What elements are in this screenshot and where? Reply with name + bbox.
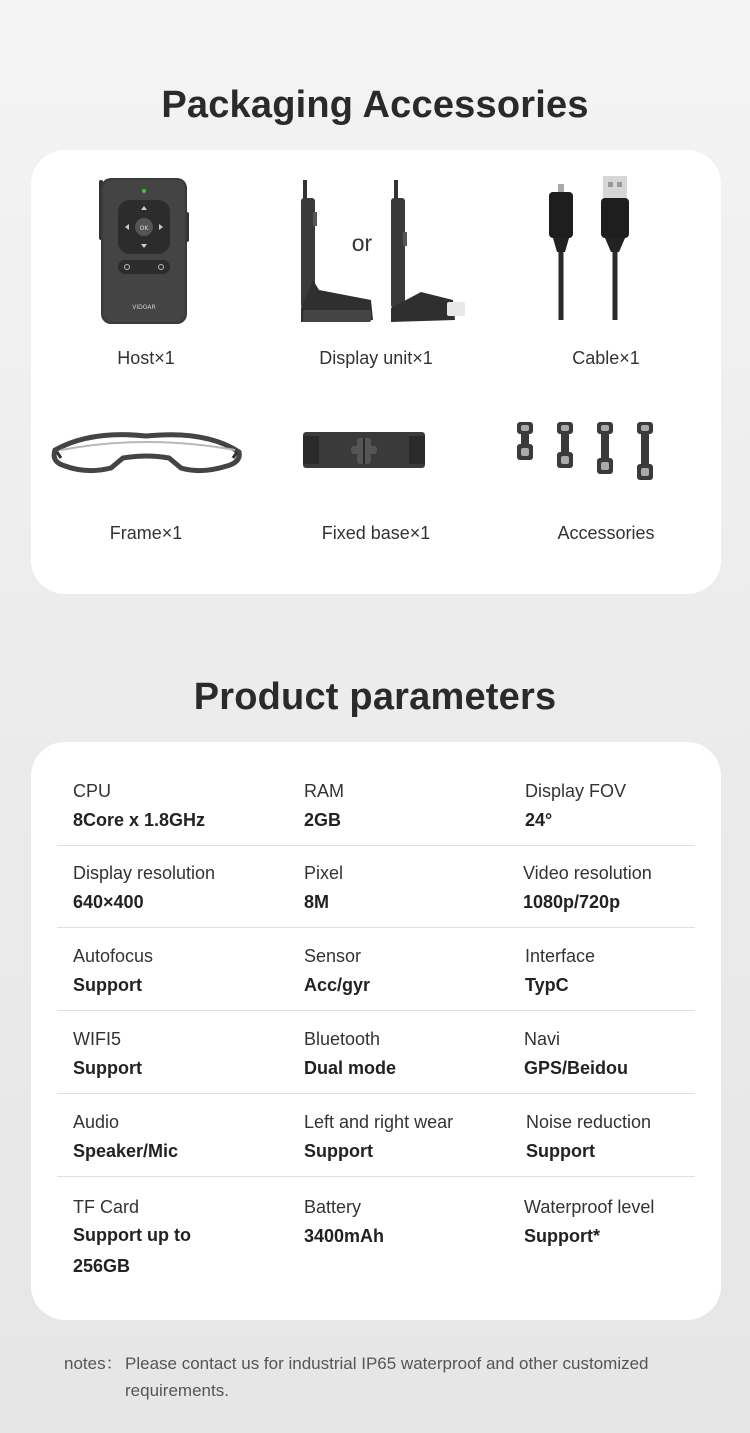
param-label: Battery — [304, 1197, 362, 1217]
param-value: Support — [73, 1058, 142, 1078]
fixed-base-icon — [261, 400, 491, 510]
accessory-label: Host×1 — [117, 348, 175, 368]
row-divider — [57, 1093, 695, 1094]
param-value: GPS/Beidou — [524, 1058, 629, 1078]
param-cell — [304, 944, 370, 997]
row-divider — [57, 845, 695, 846]
param-cell — [73, 861, 215, 914]
param-value: 8M — [304, 892, 330, 912]
param-label: TF Card — [73, 1197, 140, 1217]
param-cell — [304, 1110, 453, 1163]
product-parameters-title: Product parameters — [193, 676, 557, 718]
accessory-label: Fixed base×1 — [321, 523, 431, 543]
param-cell — [523, 861, 652, 914]
svg-text:VIDOAR: VIDOAR — [132, 304, 156, 311]
param-label: Waterproof level — [524, 1197, 655, 1217]
param-value: Support* — [524, 1226, 600, 1246]
param-value: 8Core x 1.8GHz — [73, 810, 206, 830]
accessory-fixed-base — [261, 400, 491, 544]
row-divider — [57, 1010, 695, 1011]
param-cell — [73, 944, 153, 997]
accessory-host — [31, 172, 261, 369]
param-cell — [73, 1027, 142, 1080]
param-cell — [525, 779, 626, 832]
param-value: Support — [526, 1141, 595, 1161]
param-value: 640×400 — [73, 892, 144, 912]
param-cell — [304, 1195, 384, 1248]
notes — [64, 1350, 704, 1404]
param-cell — [524, 1195, 654, 1248]
param-label: CPU — [73, 781, 112, 801]
accessory-frame — [31, 400, 261, 544]
param-label: Noise reduction — [526, 1112, 652, 1132]
row-divider — [57, 1176, 695, 1177]
param-label: Left and right wear — [304, 1112, 454, 1132]
param-value: 3400mAh — [304, 1226, 385, 1246]
accessories-icon — [491, 400, 721, 510]
svg-text:or: or — [351, 230, 373, 256]
accessory-label: Frame×1 — [109, 523, 183, 543]
accessory-accessories — [491, 400, 721, 544]
frame-icon — [31, 400, 261, 510]
param-value: 2GB — [304, 810, 342, 830]
svg-text:OK: OK — [139, 225, 149, 232]
param-label: Interface — [525, 946, 596, 966]
host-device-icon — [31, 172, 261, 332]
accessory-label: Cable×1 — [572, 348, 640, 368]
param-cell — [304, 861, 343, 914]
param-label: Autofocus — [73, 946, 154, 966]
accessory-label: Display unit×1 — [319, 348, 433, 368]
param-value: Support — [73, 975, 142, 995]
accessories-card — [31, 150, 721, 594]
param-value: Support up to 256GB — [73, 1225, 191, 1276]
param-cell — [73, 1195, 273, 1282]
param-value: 1080p/720p — [523, 892, 621, 912]
param-cell — [73, 1110, 178, 1163]
param-label: Display FOV — [525, 781, 627, 801]
param-cell — [73, 779, 205, 832]
param-value: 24° — [525, 810, 553, 830]
notes-text: Please contact us for industrial IP65 waterproof and other customized requirements. — [125, 1354, 649, 1400]
param-value: Acc/gyr — [304, 975, 371, 995]
param-cell — [524, 1027, 628, 1080]
row-divider — [57, 927, 695, 928]
param-label: RAM — [304, 781, 344, 801]
param-label: Audio — [73, 1112, 120, 1132]
param-value: Dual mode — [304, 1058, 397, 1078]
notes-key: notes： — [64, 1354, 123, 1373]
param-value: Speaker/Mic — [73, 1141, 179, 1161]
param-label: Display resolution — [73, 863, 216, 883]
param-label: Navi — [524, 1029, 561, 1049]
param-cell — [526, 1110, 651, 1163]
param-label: Pixel — [304, 863, 344, 883]
param-label: Sensor — [304, 946, 362, 966]
param-label: WIFI5 — [73, 1029, 121, 1049]
param-cell — [525, 944, 595, 997]
param-label: Video resolution — [523, 863, 652, 883]
accessory-display-unit — [261, 172, 491, 369]
display-unit-icon — [261, 172, 491, 332]
param-value: TypC — [525, 975, 569, 995]
cable-icon — [491, 172, 721, 332]
accessory-cable — [491, 172, 721, 369]
accessory-label: Accessories — [557, 523, 655, 543]
param-cell — [304, 779, 344, 832]
param-cell — [304, 1027, 396, 1080]
parameters-card — [31, 742, 721, 1320]
packaging-accessories-title: Packaging Accessories — [161, 84, 589, 126]
param-value: Support — [304, 1141, 373, 1161]
param-label: Bluetooth — [304, 1029, 381, 1049]
